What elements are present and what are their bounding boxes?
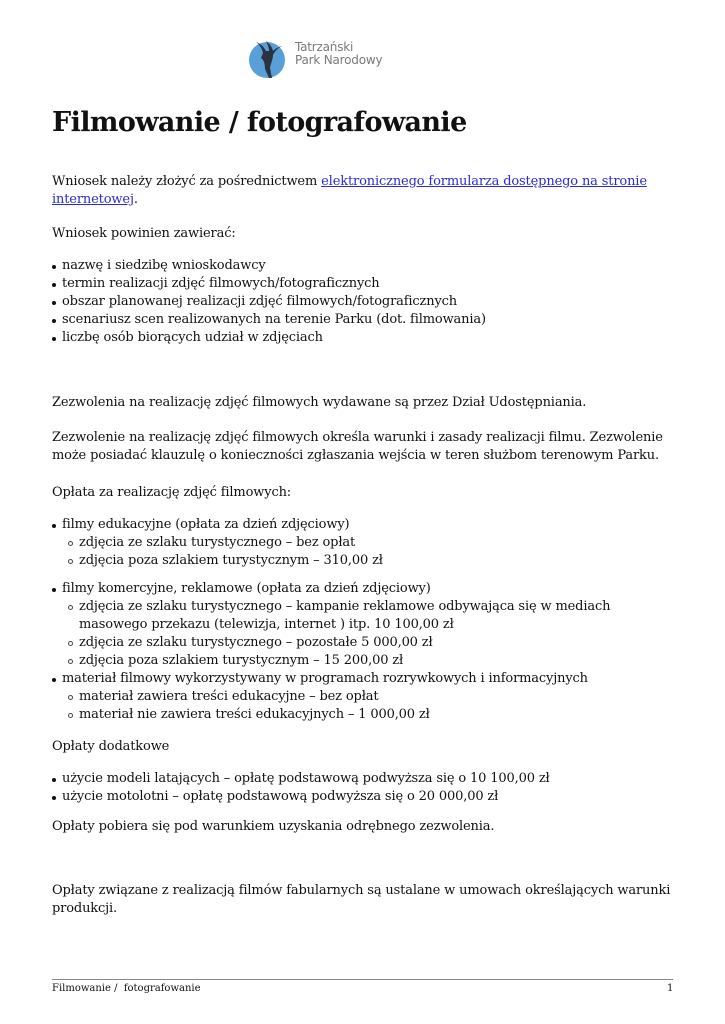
list-item: materiał nie zawiera treści edukacyjnych – 1 000,00 zł — [68, 706, 677, 724]
educational-fees-list — [52, 516, 677, 570]
permits-issued-paragraph: Zezwolenia na realizację zdjęć filmowych wydawane są przez Dział Udostępniania. — [52, 395, 587, 410]
page-title: Filmowanie / fotografowanie — [52, 107, 467, 138]
list-item — [52, 670, 677, 724]
additional-fees-list — [52, 770, 677, 806]
intro-text: Wniosek należy złożyć za pośrednictwem — [52, 174, 322, 189]
list-item — [52, 580, 677, 670]
list-item: liczbę osób biorących udział w zdjęciach — [52, 329, 677, 347]
requirements-list — [52, 257, 677, 347]
requirements-heading: Wniosek powinien zawierać: — [52, 226, 236, 241]
page-number: 1 — [667, 983, 674, 994]
list-item: nazwę i siedzibę wnioskodawcy — [52, 257, 677, 275]
list-item: zdjęcia poza szlakiem turystycznym – 310,00 zł — [68, 552, 677, 570]
list-item: obszar planowanej realizacji zdjęć filmowych/fotograficznych — [52, 293, 677, 311]
list-item: zdjęcia poza szlakiem turystycznym – 15 200,00 zł — [68, 652, 677, 670]
logo-line-2: Park Narodowy — [295, 53, 383, 67]
ibex-head-icon — [246, 36, 290, 80]
entertainment-material-label: materiał filmowy wykorzystywany w programach rozrywkowych i informacyjnych — [62, 671, 588, 686]
intro-paragraph — [52, 173, 677, 209]
intro-text-end: . — [133, 192, 138, 207]
list-item — [52, 516, 677, 570]
commercial-films-label: filmy komercyjne, reklamowe (opłata za dzień zdjęciowy) — [62, 581, 431, 596]
feature-films-paragraph: Opłaty związane z realizacją filmów fabularnych są ustalane w umowach określających warunki produkcji. — [52, 883, 671, 916]
list-item: zdjęcia ze szlaku turystycznego – pozostałe 5 000,00 zł — [68, 634, 677, 652]
list-item: materiał zawiera treści edukacyjne – bez opłat — [68, 688, 677, 706]
logo-line-1: Tatrzański — [295, 40, 354, 54]
list-item: zdjęcia ze szlaku turystycznego – bez opłat — [68, 534, 677, 552]
educational-films-label: filmy edukacyjne (opłata za dzień zdjęciowy) — [62, 517, 350, 532]
logo-text — [295, 41, 382, 67]
additional-fees-heading: Opłaty dodatkowe — [52, 739, 170, 754]
list-item: zdjęcia ze szlaku turystycznego – kampanie reklamowe odbywająca się w mediach masowego przekazu (telewizja, internet ) itp. 10 100,00 zł — [68, 598, 677, 634]
entertainment-fees-sublist — [52, 688, 677, 724]
educational-fees-sublist — [52, 534, 677, 570]
permit-terms-paragraph: Zezwolenie na realizację zdjęć filmowych określa warunki i zasady realizacji filmu. Zezwolenie może posiadać klauzulę o konieczności zgłaszania wejścia w teren służbom terenowym Parku. — [52, 430, 663, 463]
footer-title: Filmowanie / fotografowanie — [52, 983, 201, 994]
list-item: termin realizacji zdjęć filmowych/fotograficznych — [52, 275, 677, 293]
park-logo — [246, 36, 396, 82]
list-item: scenariusz scen realizowanych na terenie Parku (dot. filmowania) — [52, 311, 677, 329]
application-form-link[interactable]: elektronicznego formularza dostępnego na stronie internetowej — [52, 174, 647, 207]
separate-permit-paragraph: Opłaty pobiera się pod warunkiem uzyskania odrębnego zezwolenia. — [52, 819, 495, 834]
list-item: użycie modeli latających – opłatę podstawową podwyższa się o 10 100,00 zł — [52, 770, 677, 788]
commercial-fees-sublist — [52, 598, 677, 670]
list-item: użycie motolotni – opłatę podstawową podwyższa się o 20 000,00 zł — [52, 788, 677, 806]
commercial-fees-list — [52, 580, 677, 724]
fees-heading: Opłata za realizację zdjęć filmowych: — [52, 485, 292, 500]
footer-divider — [52, 979, 673, 980]
